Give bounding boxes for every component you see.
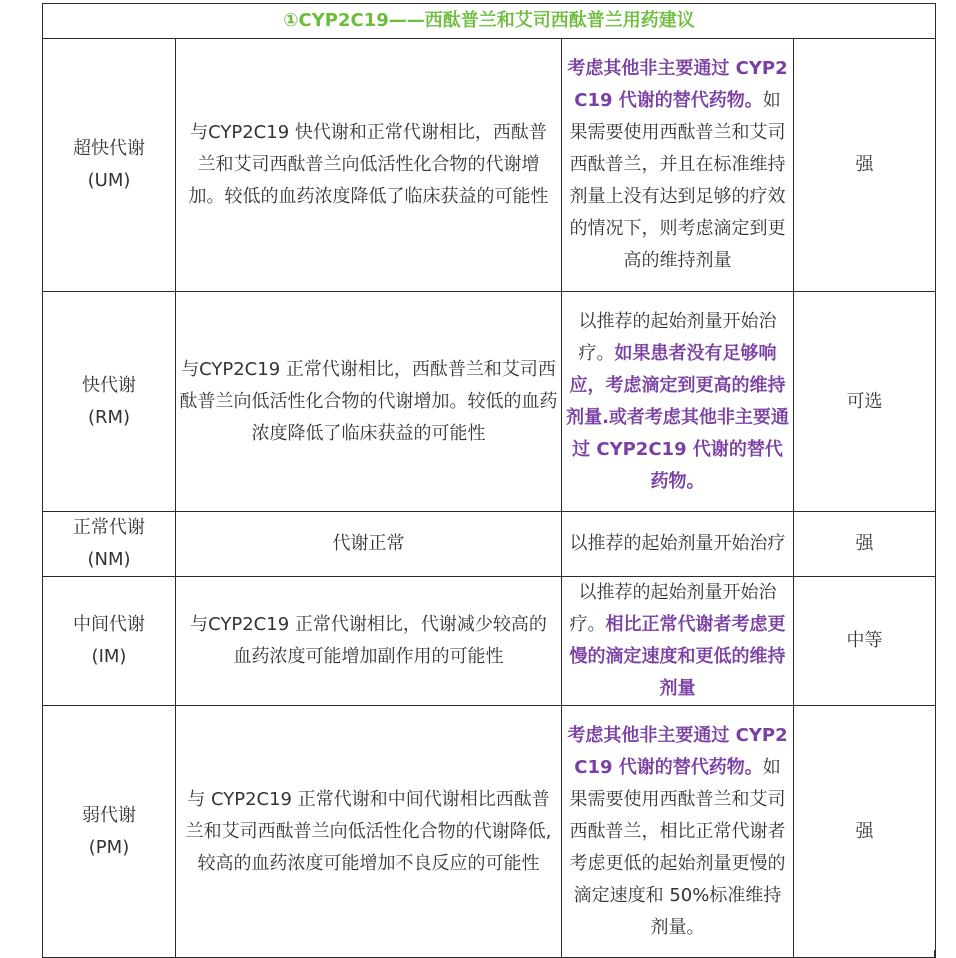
table-title-row — [43, 4, 936, 39]
recommendation-highlight: 考虑其他非主要通过 CYP2C19 代谢的替代药物。 — [567, 58, 788, 111]
phenotype-name: 弱代谢 — [82, 804, 136, 826]
recommendation-text: 以推荐的起始剂量开始治疗 — [569, 533, 786, 554]
recommendation-text: 如果需要使用西酞普兰和艾司西酞普兰，并且在标准维持剂量上没有达到足够的疗效的情况下，则考虑滴定到更高的维持剂量 — [569, 90, 786, 271]
recommendation-text: 以推荐的起始剂量开始治疗。 — [578, 310, 777, 364]
phenotype-cell — [43, 39, 176, 292]
strength-cell: 可选 — [794, 292, 936, 512]
recommendation-text: 如果需要使用西酞普兰和艾司西酞普兰，相比正常代谢者考虑更低的起始剂量更慢的滴定速度和 50%标准维持剂量。 — [569, 756, 786, 938]
recommendation-cell — [562, 706, 794, 958]
phenotype-code: (PM) — [88, 836, 130, 858]
strength-cell: 强 — [794, 512, 936, 577]
recommendation-highlight: 相比正常代谢者考虑更慢的滴定速度和更低的维持剂量 — [569, 614, 786, 699]
phenotype-cell — [43, 292, 176, 512]
table-row — [43, 706, 936, 958]
phenotype-code: (IM) — [91, 646, 127, 667]
recommendation-highlight: 考虑其他非主要通过 CYP2C19 代谢的替代药物。 — [567, 724, 788, 778]
recommendation-text: 以推荐的起始剂量开始治疗。 — [569, 582, 777, 635]
phenotype-code: (UM) — [87, 170, 131, 191]
next-row-edge — [42, 950, 935, 958]
implication-cell: 与CYP2C19 快代谢和正常代谢相比，西酞普兰和艾司西酞普兰向低活性化合物的代谢增加。较低的血药浓度降低了临床获益的可能性 — [176, 39, 562, 292]
implication-cell: 与CYP2C19 正常代谢相比，代谢减少较高的血药浓度可能增加副作用的可能性 — [176, 577, 562, 706]
phenotype-cell — [43, 512, 176, 577]
strength-cell: 强 — [794, 39, 936, 292]
implication-cell: 代谢正常 — [176, 512, 562, 577]
table-row — [43, 512, 936, 577]
recommendation-cell — [562, 292, 794, 512]
phenotype-cell — [43, 706, 176, 958]
table-row — [43, 577, 936, 706]
recommendation-highlight: 如果患者没有足够响应，考虑滴定到更高的维持剂量.或者考虑其他非主要通过 CYP2C19 代谢的替代药物。 — [566, 342, 789, 492]
table-title: ①CYP2C19——西酞普兰和艾司西酞普兰用药建议 — [43, 4, 936, 39]
recommendation-cell — [562, 39, 794, 292]
table-row — [43, 39, 936, 292]
phenotype-name: 正常代谢 — [73, 517, 145, 538]
recommendation-cell — [562, 512, 794, 577]
recommendation-table — [42, 3, 936, 958]
phenotype-code: (RM) — [87, 406, 131, 428]
phenotype-code: (NM) — [87, 549, 131, 570]
phenotype-cell — [43, 577, 176, 706]
strength-cell: 强 — [794, 706, 936, 958]
phenotype-name: 超快代谢 — [73, 138, 145, 159]
phenotype-name: 中间代谢 — [73, 614, 145, 635]
strength-cell: 中等 — [794, 577, 936, 706]
implication-cell: 与 CYP2C19 正常代谢和中间代谢相比西酞普兰和艾司西酞普兰向低活性化合物的代谢降低,较高的血药浓度可能增加不良反应的可能性 — [176, 706, 562, 958]
phenotype-name: 快代谢 — [82, 374, 136, 396]
recommendation-cell — [562, 577, 794, 706]
table-body — [43, 39, 936, 958]
table-row — [43, 292, 936, 512]
implication-cell: 与CYP2C19 正常代谢相比，西酞普兰和艾司西酞普兰向低活性化合物的代谢增加。较低的血药浓度降低了临床获益的可能性 — [176, 292, 562, 512]
